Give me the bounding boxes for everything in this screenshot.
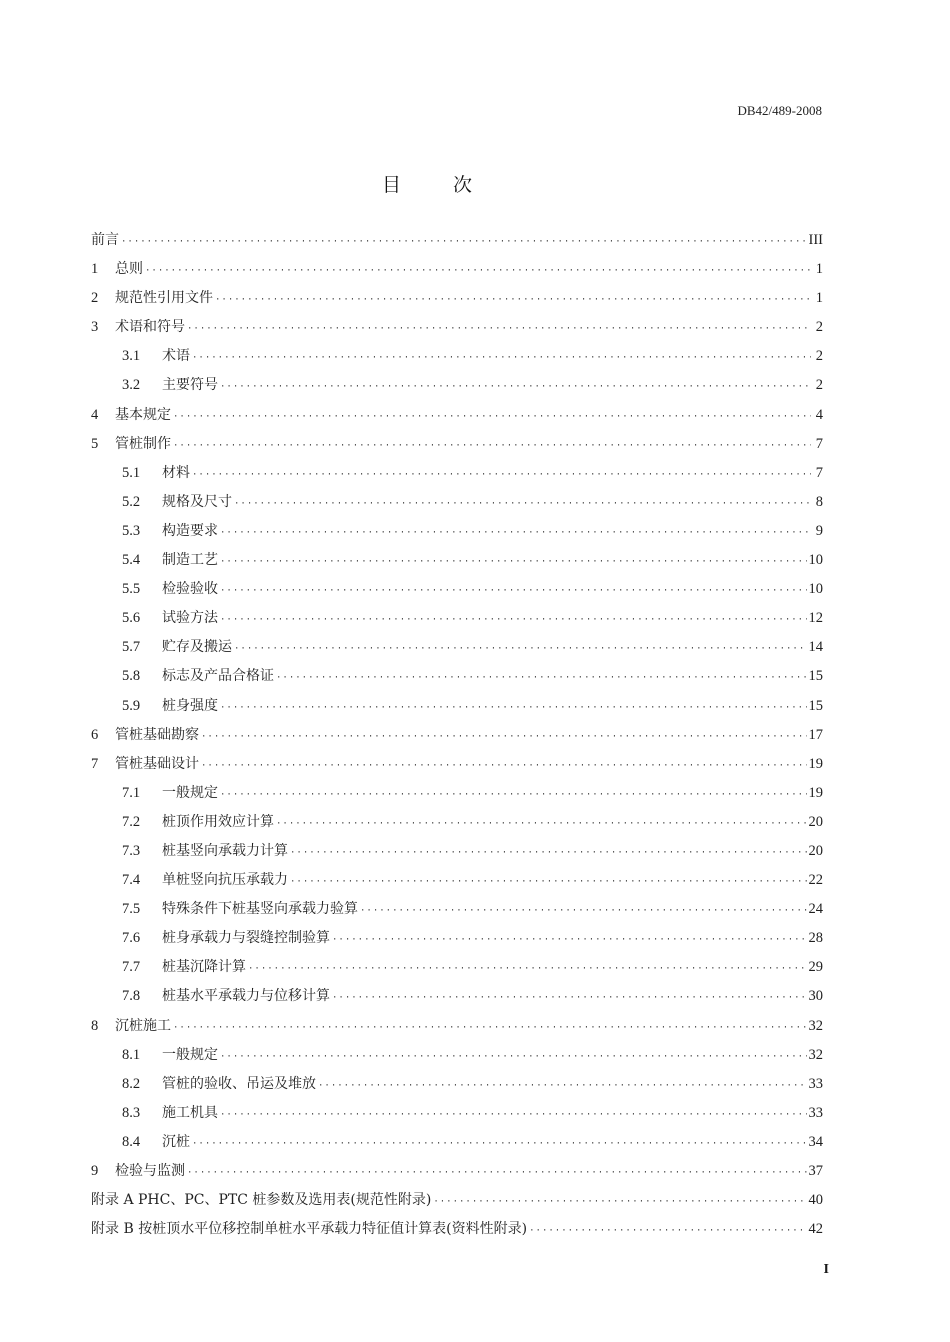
- toc-entry-page: 29: [808, 959, 823, 976]
- toc-entry-number: 3: [91, 319, 99, 336]
- toc-entry-page: 24: [808, 901, 823, 918]
- toc-entry-label: 施工机具: [162, 1104, 218, 1121]
- toc-entry-page: 42: [808, 1221, 823, 1238]
- toc-entry-page: 10: [808, 552, 823, 569]
- toc-entry[interactable]: [91, 401, 823, 430]
- toc-entry-number: 7.5: [122, 901, 141, 918]
- toc-entry-page: 9: [815, 522, 823, 539]
- toc-entry-number: 5.7: [122, 639, 141, 656]
- toc-entry-label: 规格及尺寸: [162, 493, 232, 510]
- toc-entry[interactable]: [91, 1157, 823, 1186]
- toc-entry-label: 主要符号: [162, 377, 218, 394]
- dot-leader: [433, 1188, 806, 1217]
- toc-entry-label: 规范性引用文件: [115, 290, 213, 307]
- toc-entry-number: 8.3: [122, 1104, 141, 1121]
- dot-leader: [173, 1014, 807, 1043]
- toc-entry[interactable]: [91, 284, 823, 313]
- toc-entry-number: 7.6: [122, 930, 141, 947]
- toc-entry[interactable]: [91, 1041, 823, 1070]
- toc-entry-label: 沉桩: [162, 1133, 190, 1150]
- toc-entry-page: 2: [815, 377, 823, 394]
- toc-entry-page: 40: [808, 1192, 823, 1209]
- toc-entry-page: 1: [815, 261, 823, 278]
- toc-entry[interactable]: [91, 1128, 823, 1157]
- dot-leader: [192, 1130, 807, 1159]
- toc-entry-label: 术语: [162, 348, 190, 365]
- toc-entry[interactable]: [91, 604, 823, 633]
- toc-entry-label: 附录 B 按桩顶水平位移控制单桩水平承载力特征值计算表(资料性附录): [91, 1221, 528, 1238]
- toc-entry-number: 7.1: [122, 784, 141, 801]
- toc-entry-label: 检验验收: [162, 581, 218, 598]
- dot-leader: [220, 694, 807, 723]
- toc-entry[interactable]: [91, 313, 823, 342]
- toc-entry[interactable]: [91, 517, 823, 546]
- toc-entry-page: 19: [808, 784, 823, 801]
- dot-leader: [220, 606, 807, 635]
- toc-entry[interactable]: [91, 1186, 823, 1215]
- toc-entry-number: 5.5: [122, 581, 141, 598]
- toc-entry-number: 8: [91, 1017, 99, 1034]
- dot-leader: [332, 984, 807, 1013]
- toc-entry-number: 7.2: [122, 813, 141, 830]
- dot-leader: [220, 519, 811, 548]
- toc-entry-number: 5.1: [122, 464, 141, 481]
- toc-entry-label: 沉桩施工: [115, 1017, 171, 1034]
- toc-entry[interactable]: [91, 226, 823, 255]
- toc-entry-label: 管桩基础设计: [115, 755, 199, 772]
- toc-entry[interactable]: [91, 982, 823, 1011]
- dot-leader: [220, 577, 807, 606]
- toc-entry[interactable]: [91, 342, 823, 371]
- toc-entry-page: 20: [808, 813, 823, 830]
- toc-entry-number: 8.1: [122, 1046, 141, 1063]
- toc-entry-number: 7.7: [122, 959, 141, 976]
- toc-title: 目次: [381, 174, 524, 196]
- toc-entry-page: 4: [815, 406, 823, 423]
- toc-entry[interactable]: [91, 1215, 823, 1244]
- page-number: I: [823, 1262, 829, 1277]
- toc-entry-label: 桩身强度: [162, 697, 218, 714]
- dot-leader: [220, 1101, 807, 1130]
- toc-entry-page: 7: [815, 435, 823, 452]
- toc-entry[interactable]: [91, 575, 823, 604]
- dot-leader: [192, 461, 811, 490]
- dot-leader: [248, 955, 807, 984]
- dot-leader: [220, 373, 811, 402]
- toc-entry-page: 30: [808, 988, 823, 1005]
- toc-entry-label: 检验与监测: [115, 1163, 185, 1179]
- toc-entry-page: 34: [808, 1133, 823, 1150]
- dot-leader: [187, 1159, 807, 1188]
- toc-entry-page: 20: [808, 842, 823, 859]
- toc-entry[interactable]: [91, 662, 823, 691]
- toc-entry-label: 一般规定: [162, 784, 218, 801]
- dot-leader: [529, 1217, 806, 1246]
- toc-entry-label: 单桩竖向抗压承载力: [162, 872, 288, 889]
- toc-entry-page: 33: [808, 1075, 823, 1092]
- toc-entry-page: 12: [808, 610, 823, 627]
- toc-entry[interactable]: [91, 924, 823, 953]
- toc-entry-number: 5.4: [122, 552, 141, 569]
- toc-entry-label: 桩身承载力与裂缝控制验算: [162, 930, 330, 947]
- toc-entry-number: 9: [91, 1163, 99, 1179]
- toc-entry-label: 管桩制作: [115, 435, 171, 452]
- toc-entry[interactable]: [91, 808, 823, 837]
- toc-entry-label: 总则: [115, 261, 143, 278]
- toc-entry-number: 5.6: [122, 610, 141, 627]
- toc-entry[interactable]: [91, 1099, 823, 1128]
- toc-entry-page: 10: [808, 581, 823, 598]
- toc-entry-label: 基本规定: [115, 406, 171, 423]
- toc-entry-number: 5.9: [122, 697, 141, 714]
- dot-leader: [220, 1043, 807, 1072]
- toc-entry-page: 37: [808, 1163, 823, 1179]
- toc-entry-page: 15: [808, 697, 823, 714]
- toc-entry-number: 7.4: [122, 872, 141, 889]
- dot-leader: [215, 286, 811, 315]
- toc-entry-label: 一般规定: [162, 1046, 218, 1063]
- dot-leader: [220, 548, 807, 577]
- toc-entry-page: 33: [808, 1104, 823, 1121]
- toc-entry[interactable]: [91, 721, 823, 750]
- toc-entry[interactable]: [91, 750, 823, 779]
- toc-entry-page: 32: [808, 1046, 823, 1063]
- toc-entry-page: 14: [808, 639, 823, 656]
- toc-entry[interactable]: [91, 779, 823, 808]
- dot-leader: [201, 723, 807, 752]
- toc-entry-page: 19: [808, 755, 823, 772]
- toc-entry-label: 试验方法: [162, 610, 218, 627]
- toc-entry[interactable]: [91, 866, 823, 895]
- dot-leader: [121, 228, 807, 257]
- toc-entry-label: 特殊条件下桩基竖向承载力验算: [162, 901, 358, 918]
- toc-entry-number: 1: [91, 261, 99, 278]
- toc-entry-number: 7: [91, 755, 99, 772]
- toc-entry[interactable]: [91, 692, 823, 721]
- toc-entry-number: 8.4: [122, 1133, 141, 1150]
- toc-entry-label: 桩基竖向承载力计算: [162, 842, 288, 859]
- toc-entry[interactable]: [91, 953, 823, 982]
- toc-entry-label: 构造要求: [162, 522, 218, 539]
- toc-entry-number: 7.3: [122, 842, 141, 859]
- toc-entry-page: 1: [815, 290, 823, 307]
- toc-entry-page: 17: [808, 726, 823, 743]
- toc-entry-label: 桩基水平承载力与位移计算: [162, 988, 330, 1005]
- toc-entry-number: 3.2: [122, 377, 141, 394]
- toc-entry-label: 桩顶作用效应计算: [162, 813, 274, 830]
- toc-entry-number: 8.2: [122, 1075, 141, 1092]
- toc-entry-number: 6: [91, 726, 99, 743]
- toc-entry[interactable]: [91, 459, 823, 488]
- toc-entry-number: 7.8: [122, 988, 141, 1005]
- toc-entry-label: 术语和符号: [115, 319, 185, 336]
- dot-leader: [145, 257, 811, 286]
- toc-entry-label: 管桩基础勘察: [115, 726, 199, 743]
- toc-entry[interactable]: [91, 488, 823, 517]
- dot-leader: [220, 781, 807, 810]
- toc-entry-label: 标志及产品合格证: [162, 668, 274, 685]
- toc-entry-label: 管桩的验收、吊运及堆放: [162, 1075, 316, 1092]
- document-code: DB42/489-2008: [737, 103, 822, 118]
- toc-entry[interactable]: [91, 255, 823, 284]
- toc-entry-label: 桩基沉降计算: [162, 959, 246, 976]
- toc-entry-page: 7: [815, 464, 823, 481]
- dot-leader: [173, 432, 811, 461]
- toc-entry-page: 28: [808, 930, 823, 947]
- toc-entry-number: 2: [91, 290, 99, 307]
- toc-entry-page: 2: [815, 319, 823, 336]
- toc-entry-number: 5: [91, 435, 99, 452]
- dot-leader: [173, 403, 811, 432]
- dot-leader: [318, 1072, 807, 1101]
- toc-entry[interactable]: [91, 546, 823, 575]
- toc-entry[interactable]: [91, 895, 823, 924]
- dot-leader: [360, 897, 807, 926]
- dot-leader: [290, 839, 807, 868]
- dot-leader: [192, 344, 811, 373]
- toc-entry-page: 15: [808, 668, 823, 685]
- toc-entry-label: 贮存及搬运: [162, 639, 232, 656]
- toc-entry-number: 5.8: [122, 668, 141, 685]
- toc-entry[interactable]: [91, 633, 823, 662]
- toc-entry-label: 前言: [91, 232, 119, 248]
- toc-entry[interactable]: [91, 837, 823, 866]
- toc-entry-number: 3.1: [122, 348, 141, 365]
- dot-leader: [276, 810, 807, 839]
- toc-entry-number: 4: [91, 406, 99, 423]
- dot-leader: [332, 926, 807, 955]
- toc-entry-page: 22: [808, 872, 823, 889]
- toc-entry-label: 制造工艺: [162, 552, 218, 569]
- dot-leader: [290, 868, 807, 897]
- table-of-contents: [91, 226, 823, 1244]
- toc-entry-label: 附录 A PHC、PC、PTC 桩参数及选用表(规范性附录): [91, 1192, 432, 1209]
- toc-entry-number: 5.2: [122, 493, 141, 510]
- toc-entry-page: 8: [815, 493, 823, 510]
- toc-entry-number: 5.3: [122, 522, 141, 539]
- dot-leader: [234, 490, 811, 519]
- dot-leader: [234, 635, 807, 664]
- toc-entry[interactable]: [91, 1070, 823, 1099]
- toc-entry-label: 材料: [162, 464, 190, 481]
- toc-entry-page: III: [808, 232, 823, 248]
- toc-entry-page: 2: [815, 348, 823, 365]
- toc-entry[interactable]: [91, 430, 823, 459]
- toc-entry[interactable]: [91, 1012, 823, 1041]
- dot-leader: [187, 315, 811, 344]
- dot-leader: [201, 752, 807, 781]
- dot-leader: [276, 664, 807, 693]
- toc-entry-page: 32: [808, 1017, 823, 1034]
- toc-entry[interactable]: [91, 371, 823, 400]
